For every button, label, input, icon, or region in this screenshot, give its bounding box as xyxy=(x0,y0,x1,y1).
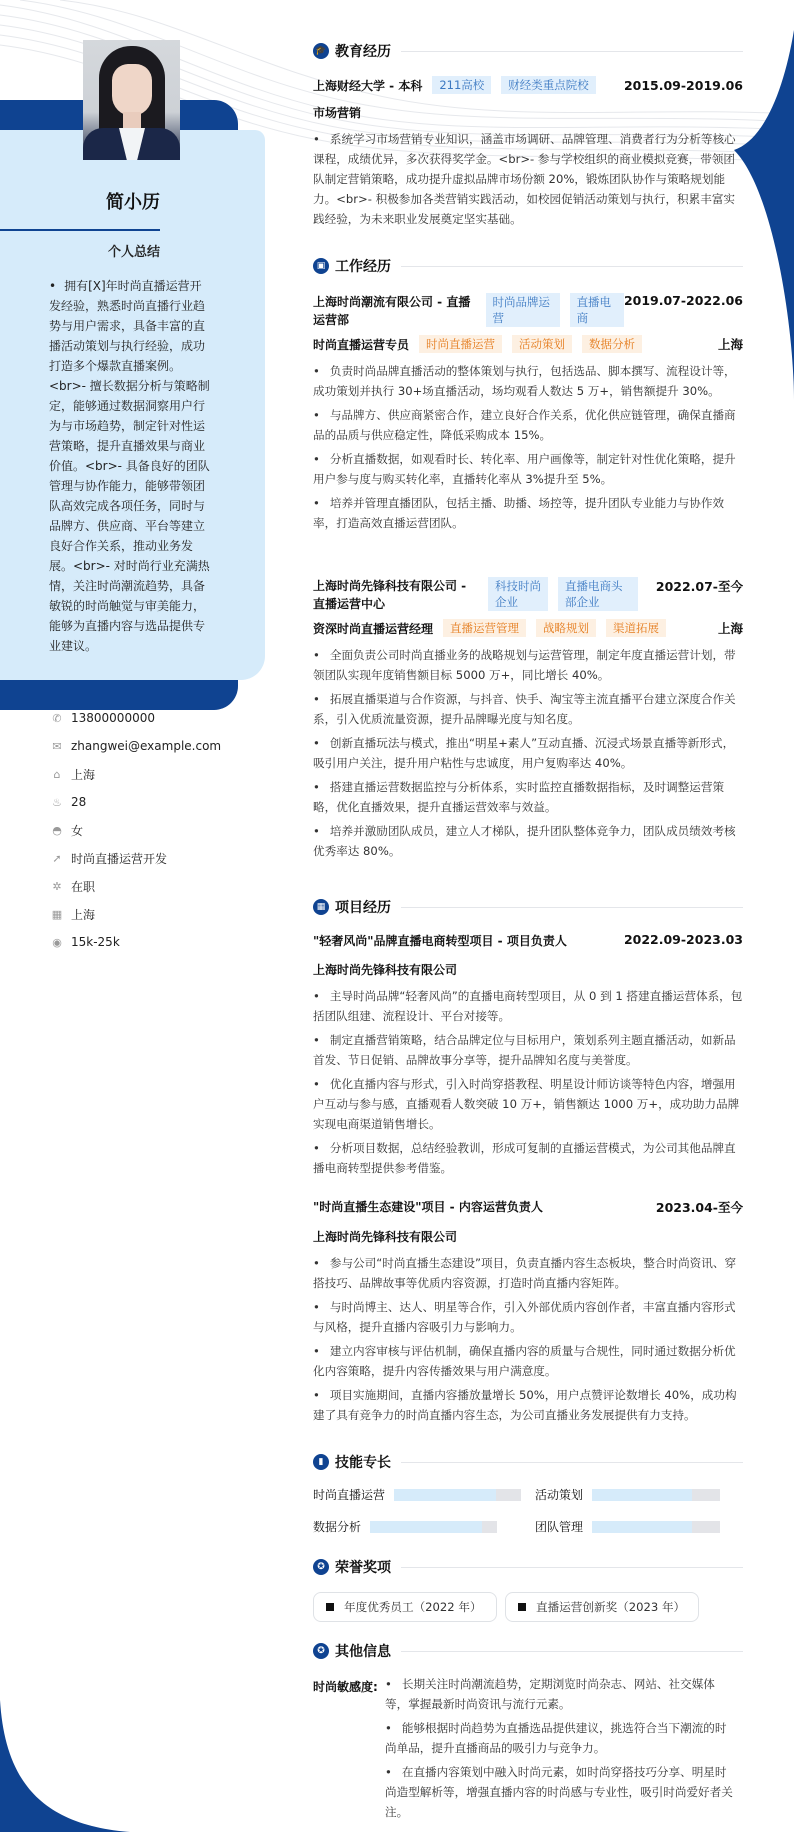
avatar xyxy=(83,40,180,160)
other-bullet: • 长期关注时尚潮流趋势，定期浏览时尚杂志、网站、社交媒体等，掌握最新时尚资讯与流行元素。 xyxy=(385,1677,715,1711)
section-title: 荣誉奖项 xyxy=(335,1560,391,1576)
job-bullet: • 培养并管理直播团队，包括主播、助播、场控等，提升团队专业能力与协作效率，打造高效直播运营团队。 xyxy=(313,496,725,530)
school-tag: 财经类重点院校 xyxy=(501,76,596,94)
bullet-text: 培养并管理直播团队，包括主播、助播、场控等，提升团队专业能力与协作效率，打造高效直播运营团队。 xyxy=(313,496,725,530)
bullet-text: 与时尚博主、达人、明星等合作，引入外部优质内容创作者，丰富直播内容形式与风格，提升直播内容吸引力与影响力。 xyxy=(313,1300,736,1334)
role-tag: 渠道拓展 xyxy=(606,619,666,637)
job-bullet: • 负责时尚品牌直播活动的整体策划与执行，包括选品、脚本撰写、流程设计等，成功策划并执行 30+场直播活动，场均观看人数达 5 万+，销售额提升 30%。 xyxy=(313,364,736,398)
bullet-text: 分析直播数据，如观看时长、转化率、用户画像等，制定针对性优化策略，提升用户参与度与购买转化率，直播转化率从 3%提升至 5%。 xyxy=(313,452,736,486)
graduation-cap-icon: 🎓 xyxy=(313,43,329,59)
award-text: 年度优秀员工（2022 年） xyxy=(344,1600,482,1614)
bullet-text: 在直播内容策划中融入时尚元素，如时尚穿搭技巧分享、明星时尚造型解析等，增强直播内容的时尚感与专业性，吸引时尚爱好者关注。 xyxy=(385,1765,733,1819)
job-bullet: • 创新直播玩法与模式，推出“明星+素人”互动直播、沉浸式场景直播等新形式，吸引用户关注，提升用户粘性与忠诚度，用户复购率达 40%。 xyxy=(313,736,735,770)
skill-name: 时尚直播运营 xyxy=(313,1488,386,1502)
project-bullet: • 项目实施期间，直播内容播放量增长 50%，用户点赞评论数增长 40%，成功构建了具有竞争力的时尚直播内容生态，为公司直播业务发展提供有力支持。 xyxy=(313,1388,737,1422)
job-bullet: • 分析直播数据，如观看时长、转化率、用户画像等，制定针对性优化策略，提升用户参与度与购买转化率，直播转化率从 3%提升至 5%。 xyxy=(313,452,736,486)
section-title: 项目经历 xyxy=(335,900,391,916)
project-bullet: • 主导时尚品牌“轻奢风尚”的直播电商转型项目，从 0 到 1 搭建直播运营体系，包括团队组建、流程设计、平台对接等。 xyxy=(313,989,743,1023)
skill-name: 活动策划 xyxy=(535,1488,584,1502)
skill-bar xyxy=(394,1489,521,1501)
contact-value: 时尚直播运营开发 xyxy=(71,851,168,866)
bullet-text: 主导时尚品牌“轻奢风尚”的直播电商转型项目，从 0 到 1 搭建直播运营体系，包括团队组建、流程设计、平台对接等。 xyxy=(313,989,743,1023)
role-tag: 数据分析 xyxy=(582,335,642,353)
skill-bar xyxy=(370,1521,497,1533)
section-projects-header xyxy=(313,897,743,917)
section-divider xyxy=(401,1567,743,1568)
contact-value: 在职 xyxy=(71,879,96,894)
project-bullet: • 参与公司“时尚直播生态建设”项目，负责直播内容生态板块，整合时尚资讯、穿搭技巧、品牌故事等优质内容资源，打造时尚直播内容矩阵。 xyxy=(313,1256,737,1290)
contact-gender xyxy=(50,816,270,844)
square-bullet-icon xyxy=(518,1603,526,1611)
school-tag: 211高校 xyxy=(432,76,491,94)
role-tag: 活动策划 xyxy=(512,335,572,353)
job-role: 资深时尚直播运营经理 xyxy=(313,621,434,636)
other-info-list xyxy=(385,1674,735,1822)
send-icon: ➚ xyxy=(52,851,62,865)
award-item xyxy=(313,1592,497,1622)
section-divider xyxy=(401,1651,743,1652)
bullet-text: 分析项目数据，总结经验教训，形成可复制的直播运营模式，为公司其他品牌直播电商转型提供参考借鉴。 xyxy=(313,1141,736,1175)
bar-chart-icon: ▮ xyxy=(313,1454,329,1470)
job-city: 上海 xyxy=(717,621,743,636)
section-work-header xyxy=(313,256,743,276)
project-bullet: • 优化直播内容与形式，引入时尚穿搭教程、明星设计师访谈等特色内容，增强用户互动与参与感，直播观看人数突破 10 万+，销售额达 1000 万+，成功助力品牌实现电商渠道销售增长。 xyxy=(313,1077,740,1131)
candidate-name: 简小历 xyxy=(106,192,160,213)
section-education-header xyxy=(313,41,743,61)
skill-item xyxy=(535,1518,720,1535)
contact-residence xyxy=(50,760,270,788)
decorative-blue-curve-right xyxy=(734,30,794,400)
contact-target-city xyxy=(50,900,270,928)
job-entry xyxy=(313,293,743,533)
section-divider xyxy=(401,1462,743,1463)
contact-value: 上海 xyxy=(71,767,96,782)
job-role: 时尚直播运营专员 xyxy=(313,337,410,352)
contact-value: 女 xyxy=(71,823,84,838)
section-divider xyxy=(401,51,743,52)
company-name: 上海时尚先锋科技有限公司 - 直播运营中心 xyxy=(313,579,467,611)
contact-value: 28 xyxy=(71,795,87,809)
project-entry xyxy=(313,932,743,1178)
job-bullet: • 培养并激励团队成员，建立人才梯队，提升团队整体竞争力，团队成员绩效考核优秀率达 80%。 xyxy=(313,824,736,858)
project-company: 上海时尚先锋科技有限公司 xyxy=(313,963,458,977)
bullet-text: 拓展直播渠道与合作资源，与抖音、快手、淘宝等主流直播平台建立深度合作关系，引入优质流量资源，提升品牌曝光度与知名度。 xyxy=(313,692,736,726)
grid-icon: ▦ xyxy=(313,899,329,915)
job-bullet: • 与品牌方、供应商紧密合作，建立良好合作关系，优化供应链管理，确保直播商品的品质与供应稳定性，降低采购成本 15%。 xyxy=(313,408,736,442)
bullet-text: 与品牌方、供应商紧密合作，建立良好合作关系，优化供应链管理，确保直播商品的品质与供应稳定性，降低采购成本 15%。 xyxy=(313,408,736,442)
bullet-text: 全面负责公司时尚直播业务的战略规划与运营管理，制定年度直播运营计划，带领团队实现年度销售额目标 5000 万+，同比增长 40%。 xyxy=(313,648,736,682)
bullet-text: 制定直播营销策略，结合品牌定位与目标用户，策划系列主题直播活动，如新品首发、节日促销、品牌故事分享等，提升品牌知名度与美誉度。 xyxy=(313,1033,736,1067)
project-date: 2022.09-2023.03 xyxy=(623,932,743,947)
status-icon: ✲ xyxy=(52,879,62,893)
info-icon: ✪ xyxy=(313,1643,329,1659)
education-description: • 系统学习市场营销专业知识，涵盖市场调研、品牌管理、消费者行为分析等核心课程，成绩优异，多次获得奖学金。<br>- 参与学校组织的商业模拟竞赛，带领团队制定营销策略，成功提升虚拟品牌市场份额 20%，锻炼团队协作与策略规划能力。<br>- 积极参加各类营销实践活动，如校园促销活动策划与执行，积累丰富实践经验，为未来职业发展奠定坚实基础。 xyxy=(313,132,736,226)
bullet-text: 能够根据时尚趋势为直播选品提供建议，挑选符合当下潮流的时尚单品，提升直播商品的吸引力与竞争力。 xyxy=(385,1721,727,1755)
role-tag: 战略规划 xyxy=(536,619,596,637)
contact-value: 15k-25k xyxy=(71,935,120,949)
company-tag: 科技时尚企业 xyxy=(488,577,548,611)
skill-item xyxy=(313,1486,521,1503)
school-name: 上海财经大学 - 本科 xyxy=(313,78,423,93)
summary-title: 个人总结 xyxy=(107,245,160,260)
project-bullet: • 建立内容审核与评估机制，确保直播内容的质量与合规性，同时通过数据分析优化内容策略，提升内容传播效果与用户满意度。 xyxy=(313,1344,736,1378)
education-entry xyxy=(313,76,743,229)
company-name: 上海时尚潮流有限公司 - 直播运营部 xyxy=(313,295,471,327)
skill-item xyxy=(313,1518,497,1535)
gender-icon: ◓ xyxy=(52,823,62,837)
phone-icon: ✆ xyxy=(52,711,62,725)
bullet-text: 创新直播玩法与模式，推出“明星+素人”互动直播、沉浸式场景直播等新形式，吸引用户关注，提升用户粘性与忠诚度，用户复购率达 40%。 xyxy=(313,736,735,770)
section-other-header xyxy=(313,1641,743,1661)
contact-status xyxy=(50,872,270,900)
project-bullet: • 制定直播营销策略，结合品牌定位与目标用户，策划系列主题直播活动，如新品首发、节日促销、品牌故事分享等，提升品牌知名度与美誉度。 xyxy=(313,1033,736,1067)
section-divider xyxy=(401,907,743,908)
home-icon: ⌂ xyxy=(53,767,61,781)
award-text: 直播运营创新奖（2023 年） xyxy=(536,1600,686,1614)
job-city: 上海 xyxy=(717,337,743,352)
section-awards-header xyxy=(313,1557,743,1577)
project-entry xyxy=(313,1198,743,1425)
other-bullet: • 在直播内容策划中融入时尚元素，如时尚穿搭技巧分享、明星时尚造型解析等，增强直播内容的时尚感与专业性，吸引时尚爱好者关注。 xyxy=(385,1765,733,1819)
section-skills-header xyxy=(313,1452,743,1472)
mail-icon: ✉ xyxy=(52,739,62,753)
other-info-label: 时尚敏感度: xyxy=(313,1680,378,1694)
award-item xyxy=(505,1592,699,1622)
skill-name: 数据分析 xyxy=(313,1520,362,1534)
contact-age xyxy=(50,788,270,816)
major: 市场营销 xyxy=(313,106,362,120)
bullet-text: 培养并激励团队成员，建立人才梯队，提升团队整体竞争力，团队成员绩效考核优秀率达 80%。 xyxy=(313,824,736,858)
job-entry xyxy=(313,577,743,861)
role-tag: 直播运营管理 xyxy=(443,619,526,637)
salary-icon: ◉ xyxy=(52,935,62,949)
skill-bar xyxy=(592,1489,720,1501)
bullet-text: 负责时尚品牌直播活动的整体策划与执行，包括选品、脚本撰写、流程设计等，成功策划并执行 30+场直播活动，场均观看人数达 5 万+，销售额提升 30%。 xyxy=(313,364,736,398)
section-title: 教育经历 xyxy=(335,44,391,60)
project-date: 2023.04-至今 xyxy=(655,1200,743,1215)
skill-bar xyxy=(592,1521,720,1533)
contact-target-job xyxy=(50,844,270,872)
job-bullet: • 搭建直播运营数据监控与分析体系，实时监控直播数据指标，及时调整运营策略，优化直播效果，提升直播运营效率与效益。 xyxy=(313,780,725,814)
decorative-blue-curve-bottom xyxy=(0,1700,130,1832)
project-name: "轻奢风尚"品牌直播电商转型项目 - 项目负责人 xyxy=(313,934,567,948)
bullet-text: 优化直播内容与形式，引入时尚穿搭教程、明星设计师访谈等特色内容，增强用户互动与参与感，直播观看人数突破 10 万+，销售额达 1000 万+，成功助力品牌实现电商渠道销售增长。 xyxy=(313,1077,740,1131)
section-title: 技能专长 xyxy=(335,1455,391,1471)
square-bullet-icon xyxy=(326,1603,334,1611)
other-bullet: • 能够根据时尚趋势为直播选品提供建议，挑选符合当下潮流的时尚单品，提升直播商品的吸引力与竞争力。 xyxy=(385,1721,727,1755)
briefcase-icon: ▣ xyxy=(313,258,329,274)
education-description-text: 系统学习市场营销专业知识，涵盖市场调研、品牌管理、消费者行为分析等核心课程，成绩优异，多次获得奖学金。<br>- 参与学校组织的商业模拟竞赛，带领团队制定营销策略，成功提升虚拟品牌市场份额 20%，锻炼团队协作与策略规划能力。<br>- 积极参加各类营销实践活动，如校园促销活动策划与执行，积累丰富实践经验，为未来职业发展奠定坚实基础。 xyxy=(313,132,736,226)
job-bullet: • 全面负责公司时尚直播业务的战略规划与运营管理，制定年度直播运营计划，带领团队实现年度销售额目标 5000 万+，同比增长 40%。 xyxy=(313,648,736,682)
bullet-text: 项目实施期间，直播内容播放量增长 50%，用户点赞评论数增长 40%，成功构建了具有竞争力的时尚直播内容生态，为公司直播业务发展提供有力支持。 xyxy=(313,1388,737,1422)
contact-list xyxy=(50,704,270,956)
bullet-text: 搭建直播运营数据监控与分析体系，实时监控直播数据指标，及时调整运营策略，优化直播效果，提升直播运营效率与效益。 xyxy=(313,780,725,814)
bullet-text: 建立内容审核与评估机制，确保直播内容的质量与合规性，同时通过数据分析优化内容策略，提升内容传播效果与用户满意度。 xyxy=(313,1344,736,1378)
skill-item xyxy=(535,1486,720,1503)
bullet-text: 参与公司“时尚直播生态建设”项目，负责直播内容生态板块，整合时尚资讯、穿搭技巧、品牌故事等优质内容资源，打造时尚直播内容矩阵。 xyxy=(313,1256,737,1290)
contact-phone xyxy=(50,704,270,732)
skill-name: 团队管理 xyxy=(535,1520,584,1534)
contact-value: zhangwei@example.com xyxy=(71,739,222,753)
company-tag: 时尚品牌运营 xyxy=(486,293,560,327)
education-date: 2015.09-2019.06 xyxy=(623,77,743,93)
cake-icon: ♨ xyxy=(52,795,62,809)
company-tag: 直播电商头部企业 xyxy=(558,577,638,611)
job-date: 2019.07-2022.06 xyxy=(623,293,743,308)
contact-value: 上海 xyxy=(71,907,96,922)
project-name: "时尚直播生态建设"项目 - 内容运营负责人 xyxy=(313,1200,543,1214)
summary-content: 拥有[X]年时尚直播运营开发经验，熟悉时尚直播行业趋势与用户需求，具备丰富的直播活动策划与执行经验，成功打造多个爆款直播案例。<br>- 擅长数据分析与策略制定，能够通过数据洞察用户行为与市场趋势，制定针对性运营策略，提升直播效果与商业价值。<br>- 具备良好的团队管理与协作能力，能够带领团队高效完成各项任务，同时与品牌方、供应商、平台等建立良好合作关系，推动业务发展。<br>- 对时尚行业充满热情，关注时尚潮流趋势，具备敏锐的时尚触觉与审美能力，能够为直播内容与选品提供专业建议。 xyxy=(49,279,210,653)
name-divider xyxy=(0,229,160,231)
project-bullet: • 与时尚博主、达人、明星等合作，引入外部优质内容创作者，丰富直播内容形式与风格，提升直播内容吸引力与影响力。 xyxy=(313,1300,736,1334)
contact-email xyxy=(50,732,270,760)
project-bullet: • 分析项目数据，总结经验教训，形成可复制的直播运营模式，为公司其他品牌直播电商转型提供参考借鉴。 xyxy=(313,1141,736,1175)
summary-text: • 拥有[X]年时尚直播运营开发经验，熟悉时尚直播行业趋势与用户需求，具备丰富的直播活动策划与执行经验，成功打造多个爆款直播案例。<br>- 擅长数据分析与策略制定，能够通过数据洞察用户行为与市场趋势，制定针对性运营策略，提升直播效果与商业价值。<br>- 具备良好的团队管理与协作能力，能够带领团队高效完成各项任务，同时与品牌方、供应商、平台等建立良好合作关系，推动业务发展。<br>- 对时尚行业充满热情，关注时尚潮流趋势，具备敏锐的时尚触觉与审美能力，能够为直播内容与选品提供专业建议。 xyxy=(49,279,210,653)
job-date: 2022.07-至今 xyxy=(655,579,743,594)
section-title: 工作经历 xyxy=(335,259,391,275)
role-tag: 时尚直播运营 xyxy=(419,335,502,353)
award-icon: ✪ xyxy=(313,1559,329,1575)
project-company: 上海时尚先锋科技有限公司 xyxy=(313,1230,458,1244)
bullet-text: 长期关注时尚潮流趋势，定期浏览时尚杂志、网站、社交媒体等，掌握最新时尚资讯与流行元素。 xyxy=(385,1677,715,1711)
contact-value: 13800000000 xyxy=(71,711,155,725)
job-bullet: • 拓展直播渠道与合作资源，与抖音、快手、淘宝等主流直播平台建立深度合作关系，引入优质流量资源，提升品牌曝光度与知名度。 xyxy=(313,692,736,726)
building-icon: ▦ xyxy=(51,907,63,921)
company-tag: 直播电商 xyxy=(570,293,624,327)
section-title: 其他信息 xyxy=(335,1644,391,1660)
contact-salary xyxy=(50,928,270,956)
section-divider xyxy=(401,266,743,267)
